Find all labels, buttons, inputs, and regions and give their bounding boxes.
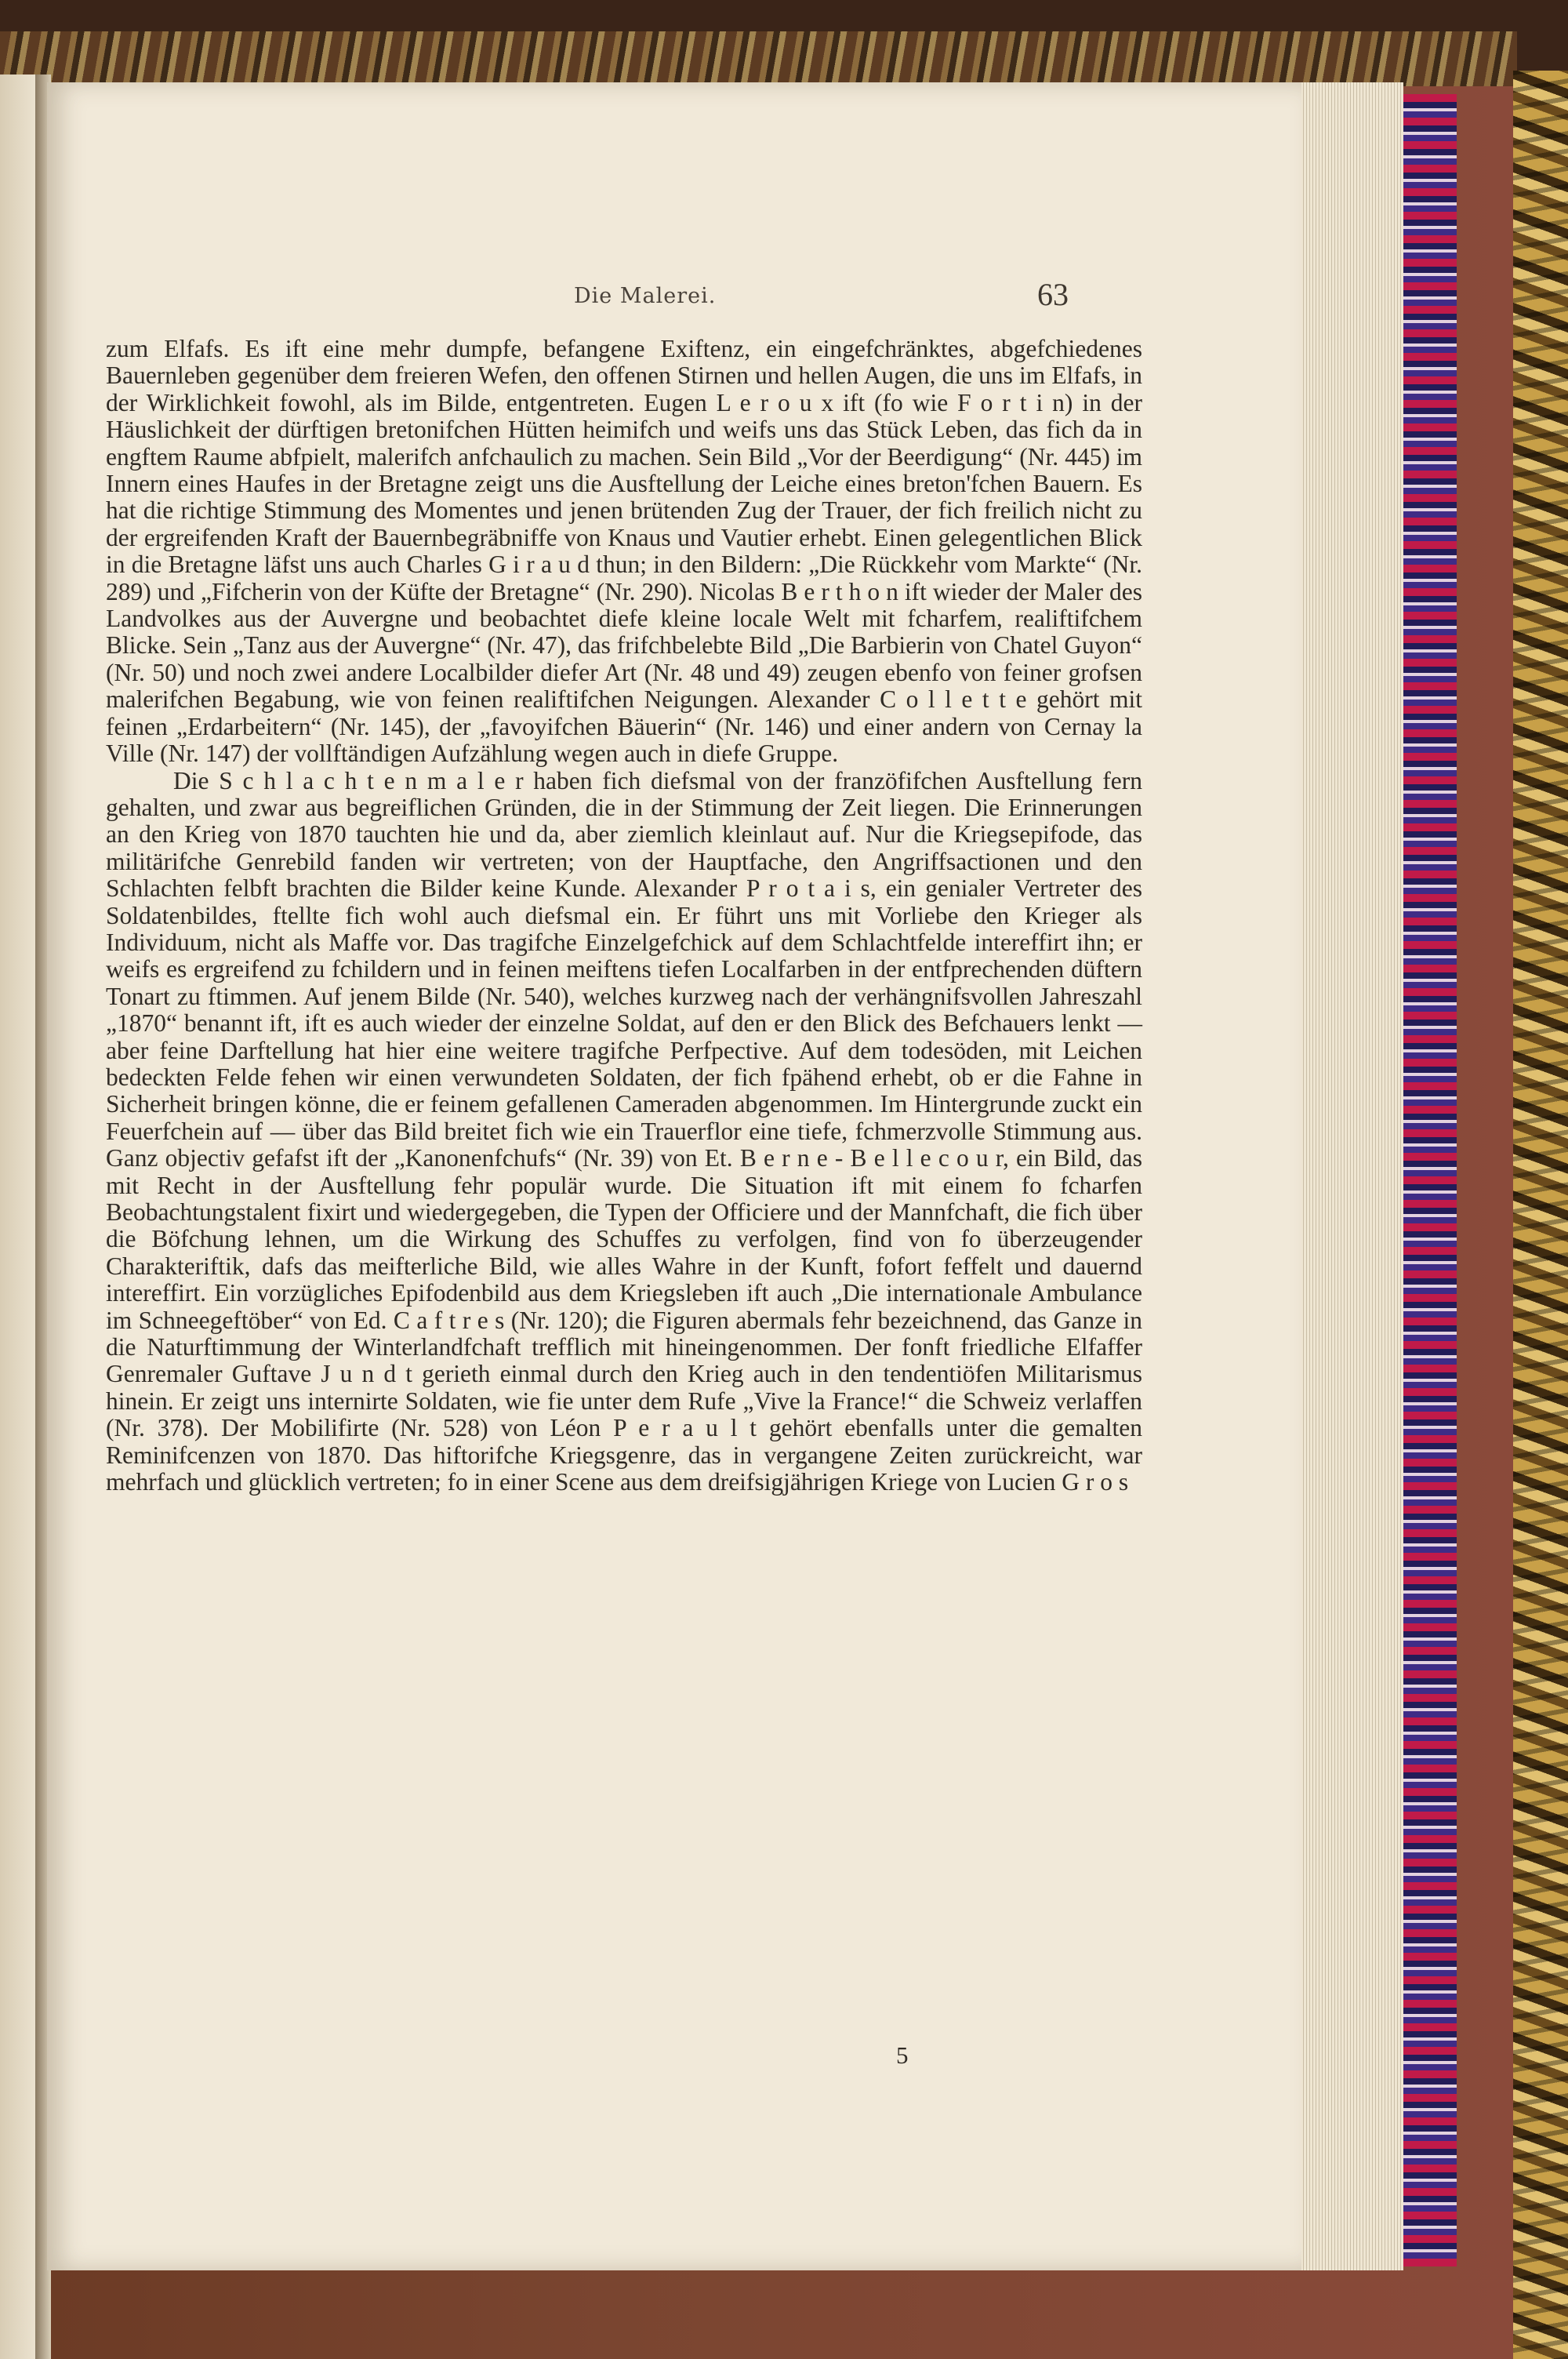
decorated-fore-edge (1402, 94, 1457, 2266)
page-number: 63 (1037, 277, 1069, 312)
running-title: Die Malerei. (574, 284, 717, 308)
book-page (47, 82, 1301, 2270)
signature-mark: 5 (896, 2041, 909, 2069)
left-facing-page (0, 75, 35, 2359)
paragraph: zum Elfafs. Es ift eine mehr dumpfe, befangene Exiftenz, ein eingefchränktes, abgefchiedenes Bauernleben gegenüber dem freieren Wefen, den offenen Stirnen und hellen Augen, die uns im Elfafs, in der Wirklichkeit fowohl, als im Bilde, entgentreten. Eugen L e r o u x ift (fo wie F o r t i n) in der Häuslichkeit der dürftigen bretonifchen Hütten heimifch und weifs uns das Stück Leben, das fich da in engftem Raume abfpielt, malerifch anfchaulich zu machen. Sein Bild „Vor der Beerdigung“ (Nr. 445) im Innern eines Haufes in der Bretagne zeigt uns die Ausftellung der Leiche eines breton'fchen Bauern. Es hat die richtige Stimmung des Momentes und jenen brütenden Zug der Trauer, der fich freilich nicht zu der ergreifenden Kraft der Bauernbegräbniffe von Knaus und Vautier erhebt. Einen gelegentlichen Blick in die Bretagne läfst uns auch Charles G i r a u d thun; in den Bildern: „Die Rückkehr vom Markte“ (Nr. 289) und „Fifcherin von der Küfte der Bretagne“ (Nr. 290). Nicolas B e r t h o n ift wieder der Maler des Landvolkes aus der Auvergne und beobachtet diefe kleine locale Welt mit fcharfem, realiftifchem Blicke. Sein „Tanz aus der Auvergne“ (Nr. 47), das frifchbelebte Bild „Die Barbierin von Chatel Guyon“ (Nr. 50) und noch zwei andere Localbilder diefer Art (Nr. 48 und 49) zeugen ebenfo von feiner grofsen malerifchen Begabung, wie von feinen realiftifchen Neigungen. Alexander C o l l e t t e gehört mit feinen „Erdarbeitern“ (Nr. 145), der „favoyifchen Bäuerin“ (Nr. 146) und einer andern von Cernay la Ville (Nr. 147) der vollftändigen Aufzählung wegen auch in diefe Gruppe. (106, 335, 1142, 768)
body-text (106, 336, 1142, 1496)
paragraph: Die S c h l a c h t e n m a l e r haben fich diefsmal von der franzöfifchen Ausftellung fern gehalten, und zwar aus begreiflichen Gründen, die in der Stimmung der Zeit liegen. Die Erinnerungen an den Krieg von 1870 tauchten hie und da, aber ziemlich kleinlaut auf. Nur die Kriegsepifode, das militärifche Genrebild fanden wir vertreten; von der Hauptfache, den Angriffsactionen und den Schlachten felbft brachten die Bilder keine Kunde. Alexander P r o t a i s, ein genialer Vertreter des Soldatenbildes, ftellte fich wohl auch diefsmal ein. Er führt uns mit Vorliebe den Krieger als Individuum, nicht als Maffe vor. Das tragifche Einzelgefchick auf dem Schlachtfelde intereffirt ihn; er weifs es ergreifend zu fchildern und in feinen meiftens tiefen Localfarben in der entfprechenden düftern Tonart zu ftimmen. Auf jenem Bilde (Nr. 540), welches kurzweg nach der verhängnifsvollen Jahreszahl „1870“ benannt ift, ift es auch wieder der einzelne Soldat, auf den er den Blick des Befchauers lenkt — aber feine Darftellung hat hier eine weitere tragifche Perfpective. Auf dem todesöden, mit Leichen bedeckten Felde fehen wir einen verwundeten Soldaten, der fich fpähend erhebt, ob er die Fahne in Sicherheit bringen könne, die er feinem gefallenen Cameraden abgenommen. Im Hintergrunde zuckt ein Feuerfchein auf — über das Bild breitet fich wie ein Trauerflor eine tiefe, fchmerzvolle Stimmung aus. Ganz objectiv gefafst ift der „Kanonenfchufs“ (Nr. 39) von Et. B e r n e - B e l l e c o u r, ein Bild, das mit Recht in der Ausftellung fehr populär wurde. Die Situation ift mit einem fo fcharfen Beobachtungstalent fixirt und wiedergegeben, die Typen der Officiere und der Mannfchaft, die fich über die Böfchung lehnen, um die Wirkung des Schuffes zu verfolgen, find von fo überzeugender Charakteriftik, dafs das meifterliche Bild, wie alles Wahre in der Kunft, fofort feffelt und dauernd intereffirt. Ein vorzügliches Epifodenbild aus dem Kriegsleben ift auch „Die internationale Ambulance im Schneegeftöber“ von Ed. C a f t r e s (Nr. 120); die Figuren abermals fehr bezeichnend, das Ganze in die Naturftimmung der Winterlandfchaft trefflich mit hineingenommen. Der fonft friedliche Elfaffer Genremaler Guftave J u n d t gerieth einmal durch den Krieg auch in den tendentiöfen Militarismus hinein. Er zeigt uns internirte Soldaten, wie fie unter dem Rufe „Vive la France!“ die Schweiz verlaffen (Nr. 378). Der Mobilifirte (Nr. 528) von Léon P e r a u l t gehört ebenfalls unter die gemalten Reminifcenzen von 1870. Das hiftorifche Kriegsgenre, das in vergangene Zeiten zurückreicht, war mehrfach und glücklich vertreten; fo in einer Scene aus dem dreifsigjährigen Kriege von Lucien G r o s (106, 766, 1142, 1496)
cover-marbled-top-edge (0, 31, 1517, 86)
marbled-endpaper (1513, 71, 1568, 2359)
page-edges-stack (1298, 82, 1403, 2270)
